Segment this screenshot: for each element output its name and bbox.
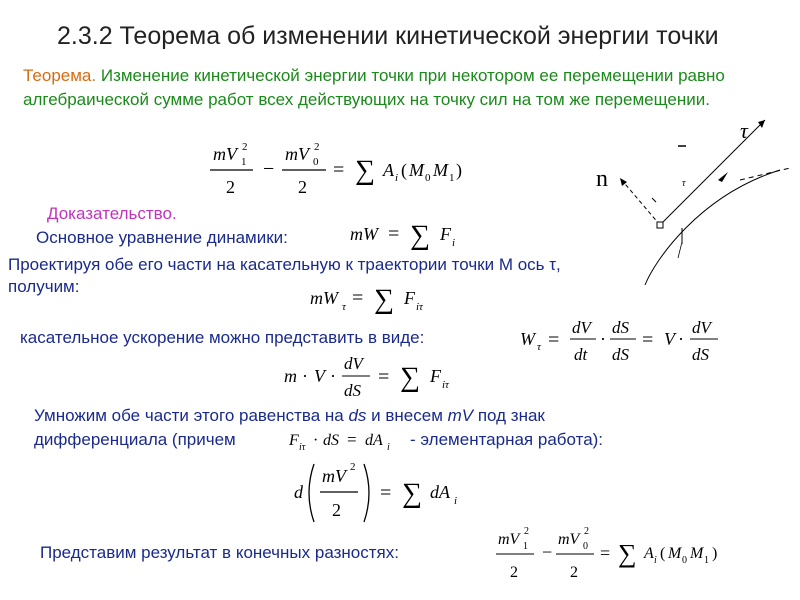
svg-text:−: −: [542, 542, 553, 562]
tau-small-label: τ: [682, 178, 686, 189]
svg-text:=: =: [388, 223, 400, 245]
svg-text:·: ·: [302, 366, 308, 386]
svg-text:2: 2: [298, 177, 307, 197]
svg-text:M: M: [409, 160, 424, 180]
svg-text:∑: ∑: [410, 220, 430, 251]
svg-text:mV: mV: [498, 531, 520, 548]
svg-text:∑: ∑: [402, 478, 422, 509]
formula-kinetic-theorem: [205, 138, 505, 200]
svg-text:τ: τ: [537, 341, 541, 353]
svg-text:i: i: [654, 555, 657, 566]
svg-text:F: F: [404, 288, 415, 308]
svg-text:2: 2: [350, 461, 356, 473]
svg-text:mV: mV: [285, 144, 309, 164]
svg-text:dS: dS: [612, 345, 629, 364]
svg-text:dA: dA: [365, 432, 383, 449]
svg-text:): ): [712, 545, 718, 562]
tangent-arrowhead: [758, 120, 765, 128]
line-main-equation: Основное уравнение динамики:: [36, 228, 288, 247]
trajectory-curve: [645, 170, 780, 285]
line-finite-differences: Представим результат в конечных разностях:: [40, 543, 399, 562]
line-differential-right: - элементарная работа):: [410, 430, 604, 449]
svg-text:=: =: [548, 329, 560, 351]
trajectory-dashed-line: [740, 168, 790, 180]
svg-text:mW: mW: [350, 224, 378, 244]
svg-text:M: M: [433, 160, 448, 180]
svg-text:dS: dS: [612, 318, 629, 337]
svg-text:∑: ∑: [400, 362, 420, 393]
svg-text:=: =: [347, 430, 357, 449]
svg-text:·: ·: [678, 329, 684, 349]
svg-text:dV: dV: [344, 354, 363, 373]
svg-text:2: 2: [570, 564, 578, 581]
svg-text:): ): [456, 160, 462, 180]
svg-text:dt: dt: [574, 345, 588, 364]
svg-text:iτ: iτ: [416, 301, 423, 313]
svg-text:∑: ∑: [618, 539, 637, 568]
svg-text:V: V: [314, 366, 325, 386]
svg-text:dV: dV: [572, 318, 591, 337]
svg-text:d: d: [294, 482, 303, 502]
svg-text:i: i: [452, 237, 456, 249]
trajectory-diagram: [590, 110, 795, 290]
svg-text:∑: ∑: [374, 284, 394, 315]
svg-text:τ: τ: [342, 301, 346, 313]
svg-text:0: 0: [425, 172, 431, 184]
svg-text:mV: mV: [558, 531, 580, 548]
point-m: [657, 222, 663, 228]
svg-text:1: 1: [704, 555, 709, 566]
line-differential-left: дифференциала (причем: [34, 430, 236, 449]
svg-text:i: i: [395, 172, 399, 184]
svg-text:mV: mV: [322, 466, 346, 486]
svg-text:mV: mV: [213, 144, 237, 164]
line-projection: Проектируя обе его части на касательную к траектории точки М ось τ, получим:: [8, 255, 561, 296]
line-multiply-part1: Умножим обе части этого равенства на: [34, 406, 349, 425]
svg-text:1: 1: [449, 172, 455, 184]
svg-text:(: (: [660, 545, 666, 562]
svg-text:2: 2: [314, 141, 320, 153]
svg-text:0: 0: [583, 541, 588, 552]
svg-text:iτ: iτ: [442, 379, 449, 391]
svg-text:dS: dS: [323, 432, 339, 449]
ds-word: ds: [348, 406, 367, 425]
svg-text:=: =: [352, 287, 364, 309]
formula-finite-differences: [496, 522, 746, 586]
svg-text:2: 2: [226, 177, 235, 197]
svg-text:∑: ∑: [355, 155, 375, 186]
line-multiply-part2: и внесем: [366, 406, 448, 425]
svg-text:M: M: [668, 545, 682, 562]
svg-text:A: A: [383, 160, 394, 180]
svg-text:2: 2: [332, 500, 341, 520]
line-multiply: [34, 405, 545, 427]
tau-axis-label: τ: [740, 118, 748, 143]
svg-text:F: F: [440, 224, 451, 244]
svg-text:2: 2: [510, 564, 518, 581]
svg-text:·: ·: [330, 366, 336, 386]
svg-text:2: 2: [524, 526, 529, 537]
svg-text:=: =: [333, 159, 345, 181]
formula-tangential-acceleration: [518, 314, 728, 370]
svg-text:dS: dS: [692, 345, 709, 364]
svg-text:=: =: [378, 366, 390, 388]
proof-label: Доказательство.: [47, 204, 177, 223]
svg-text:i: i: [454, 495, 458, 507]
svg-text:1: 1: [241, 156, 247, 168]
svg-text:dV: dV: [692, 318, 711, 337]
svg-text:=: =: [642, 329, 654, 351]
svg-text:0: 0: [313, 156, 319, 168]
svg-text:1: 1: [523, 541, 528, 552]
slide-title: 2.3.2 Теорема об изменении кинетической энергии точки: [57, 22, 719, 50]
svg-text:=: =: [380, 482, 392, 504]
svg-text:=: =: [600, 543, 611, 563]
svg-text:iτ: iτ: [299, 442, 306, 453]
theorem-label: Теорема.: [23, 66, 97, 85]
svg-text:0: 0: [682, 555, 687, 566]
theorem-statement: [23, 64, 793, 112]
svg-text:V: V: [664, 329, 675, 349]
svg-text:i: i: [387, 442, 390, 453]
n-axis-label: n: [596, 166, 608, 192]
svg-text:dS: dS: [344, 381, 361, 400]
normal-axis: [620, 178, 660, 225]
tangent-axis: [660, 120, 765, 225]
svg-text:M: M: [690, 545, 704, 562]
formula-elementary-work: [287, 427, 407, 455]
theorem-text: Изменение кинетической энергии точки при некотором ее перемещении равно алгебраической сумме работ всех действующих на точку сил на том же перемещении.: [23, 66, 725, 109]
svg-text:F: F: [430, 366, 441, 386]
svg-text:2: 2: [584, 526, 589, 537]
svg-text:dA: dA: [430, 482, 450, 502]
svg-text:·: ·: [600, 329, 606, 349]
mv-word: mV: [447, 406, 474, 425]
svg-text:2: 2: [242, 141, 248, 153]
svg-text:(: (: [401, 160, 407, 180]
formula-energy-step: [282, 350, 482, 406]
formula-main-equation: [348, 214, 478, 254]
velocity-arrowhead: [718, 172, 728, 182]
formula-differential: [292, 458, 482, 528]
svg-text:F: F: [289, 432, 299, 449]
formula-projection: [308, 280, 448, 320]
svg-text:m: m: [284, 366, 297, 386]
svg-text:A: A: [644, 545, 654, 562]
line-tangential-acceleration: касательное ускорение можно представить в виде:: [20, 328, 425, 347]
line-multiply-part3: под знак: [473, 406, 545, 425]
svg-text:−: −: [263, 158, 275, 180]
svg-text:W: W: [520, 329, 535, 349]
svg-text:mW: mW: [310, 288, 338, 308]
svg-text:·: ·: [313, 432, 319, 449]
